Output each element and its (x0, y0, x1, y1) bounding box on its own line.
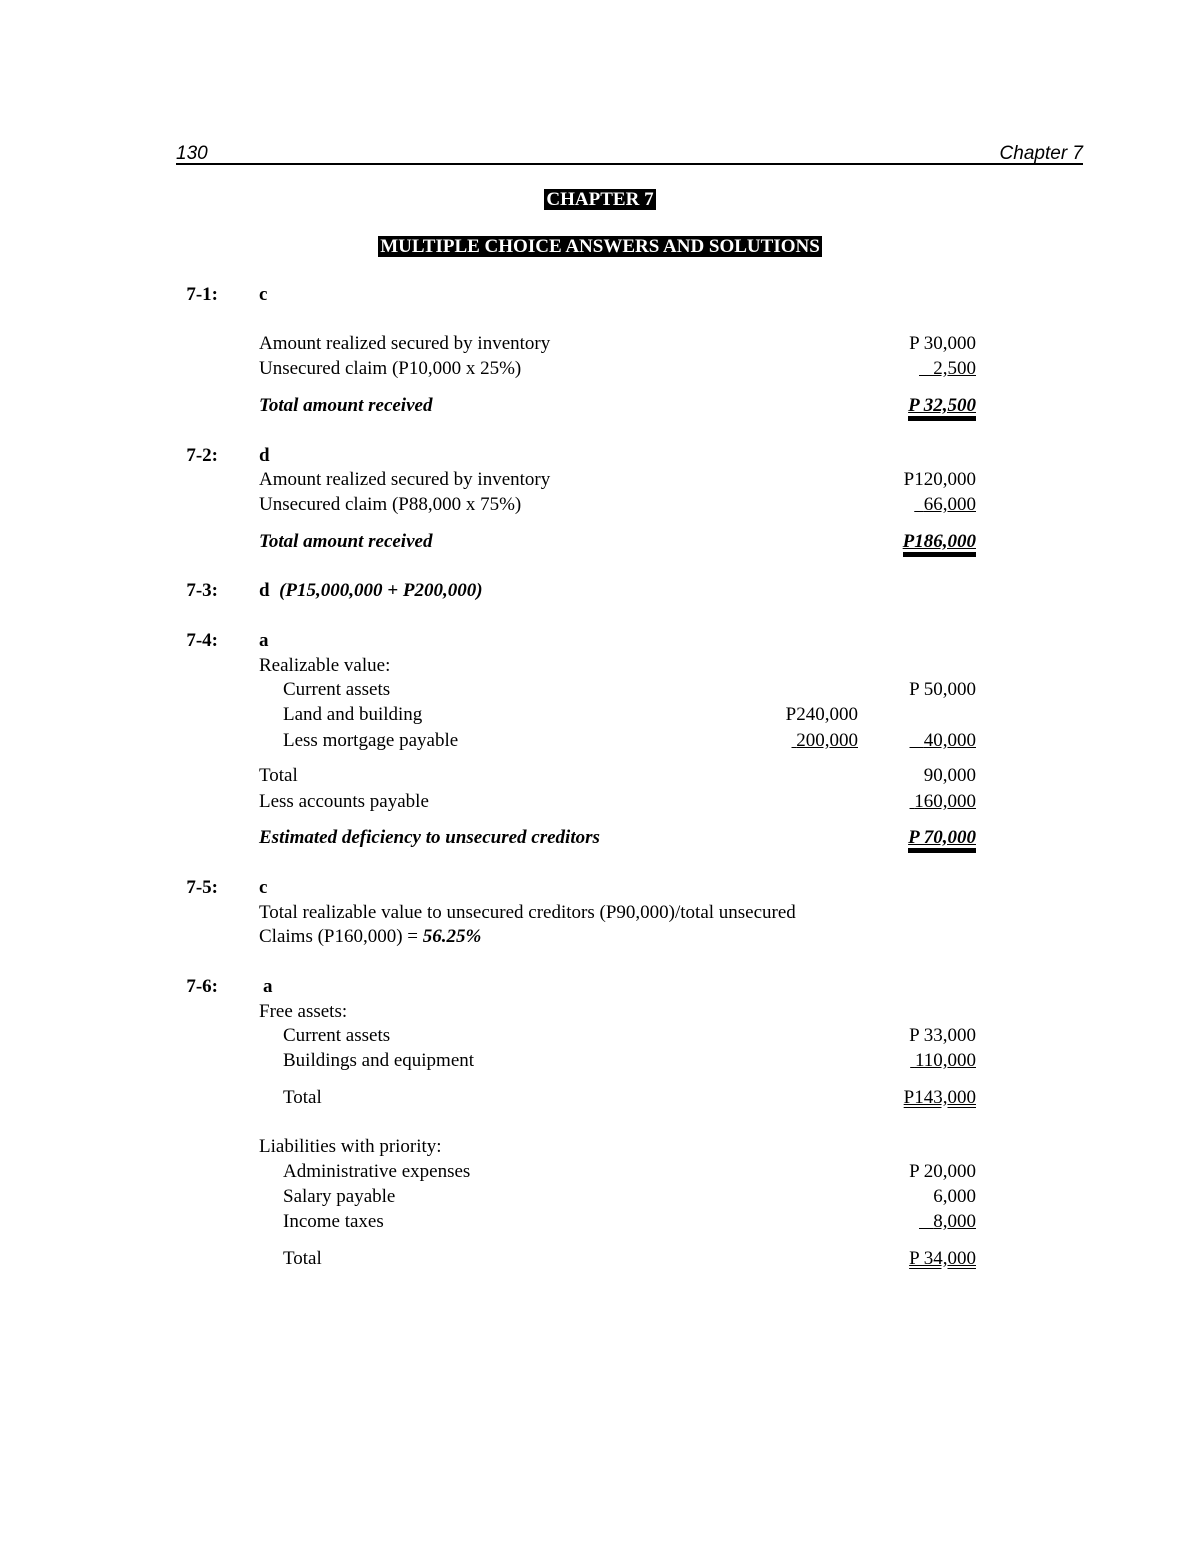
line-label: Unsecured claim (P10,000 x 25%) (259, 358, 522, 379)
section-heading: Free assets: (259, 1001, 348, 1022)
line-value: P143,000 (903, 1087, 976, 1108)
line-label: Buildings and equipment (283, 1050, 475, 1071)
answer-letter: d (259, 445, 270, 466)
line-value: P 34,000 (909, 1248, 976, 1269)
line-value: 66,000 (923, 494, 976, 515)
answer-letter: c (259, 877, 268, 898)
question-number: 7-1: (186, 284, 218, 305)
total-label: Total amount received (259, 531, 433, 552)
header-rule (176, 163, 1083, 165)
total-value: P186,000 (903, 531, 976, 557)
line-label: Salary payable (283, 1186, 396, 1207)
line-label: Administrative expenses (283, 1161, 471, 1182)
line-value: 2,500 (919, 358, 976, 379)
line-value: P 20,000 (909, 1161, 976, 1182)
question-number: 7-5: (186, 877, 218, 898)
question-number: 7-3: (186, 580, 218, 601)
line-value: 6,000 (933, 1186, 976, 1207)
section-title: MULTIPLE CHOICE ANSWERS AND SOLUTIONS (380, 236, 820, 257)
page-number: 130 (176, 143, 208, 164)
answer-letter: c (259, 284, 268, 305)
line-value: P120,000 (903, 469, 976, 490)
section-heading: Liabilities with priority: (259, 1136, 442, 1157)
answer-letter: a (259, 630, 269, 651)
section-heading: Realizable value: (259, 655, 391, 676)
line-label: Less accounts payable (259, 791, 429, 812)
total-label: Estimated deficiency to unsecured creditors (259, 827, 600, 848)
line-label: Amount realized secured by inventory (259, 333, 551, 354)
line-label: Current assets (283, 679, 391, 700)
line-label: Total (259, 765, 298, 786)
line-value: 110,000 (914, 1050, 976, 1071)
question-number: 7-2: (186, 445, 218, 466)
line-label: Income taxes (283, 1211, 384, 1232)
line-label: Less mortgage payable (283, 730, 459, 751)
line-label: Land and building (283, 704, 423, 725)
line-value: P 30,000 (909, 333, 976, 354)
total-label: Total amount received (259, 395, 433, 416)
line-value: 90,000 (923, 765, 976, 786)
line-label: Total (283, 1087, 322, 1108)
total-value: P 70,000 (908, 827, 976, 853)
line-label: Current assets (283, 1025, 391, 1046)
answer-letter: a (263, 976, 273, 997)
line-value: 8,000 (933, 1211, 976, 1232)
line-value: 160,000 (914, 791, 976, 812)
question-number: 7-6: (186, 976, 218, 997)
answer-letter: d (P15,000,000 + P200,000) (259, 580, 483, 601)
chapter-title: CHAPTER 7 (546, 189, 654, 210)
question-number: 7-4: (186, 630, 218, 651)
total-value: P 32,500 (908, 395, 976, 421)
explanation-line: Total realizable value to unsecured creditors (P90,000)/total unsecured (259, 902, 796, 923)
line-value: P240,000 (785, 704, 858, 725)
line-value: 40,000 (923, 730, 976, 751)
line-value: P 33,000 (909, 1025, 976, 1046)
line-value: 200,000 (796, 730, 858, 751)
line-label: Unsecured claim (P88,000 x 75%) (259, 494, 522, 515)
line-label: Total (283, 1248, 322, 1269)
line-value: P 50,000 (909, 679, 976, 700)
chapter-header: Chapter 7 (999, 143, 1083, 164)
explanation-line: Claims (P160,000) = 56.25% (259, 926, 482, 947)
line-label: Amount realized secured by inventory (259, 469, 551, 490)
